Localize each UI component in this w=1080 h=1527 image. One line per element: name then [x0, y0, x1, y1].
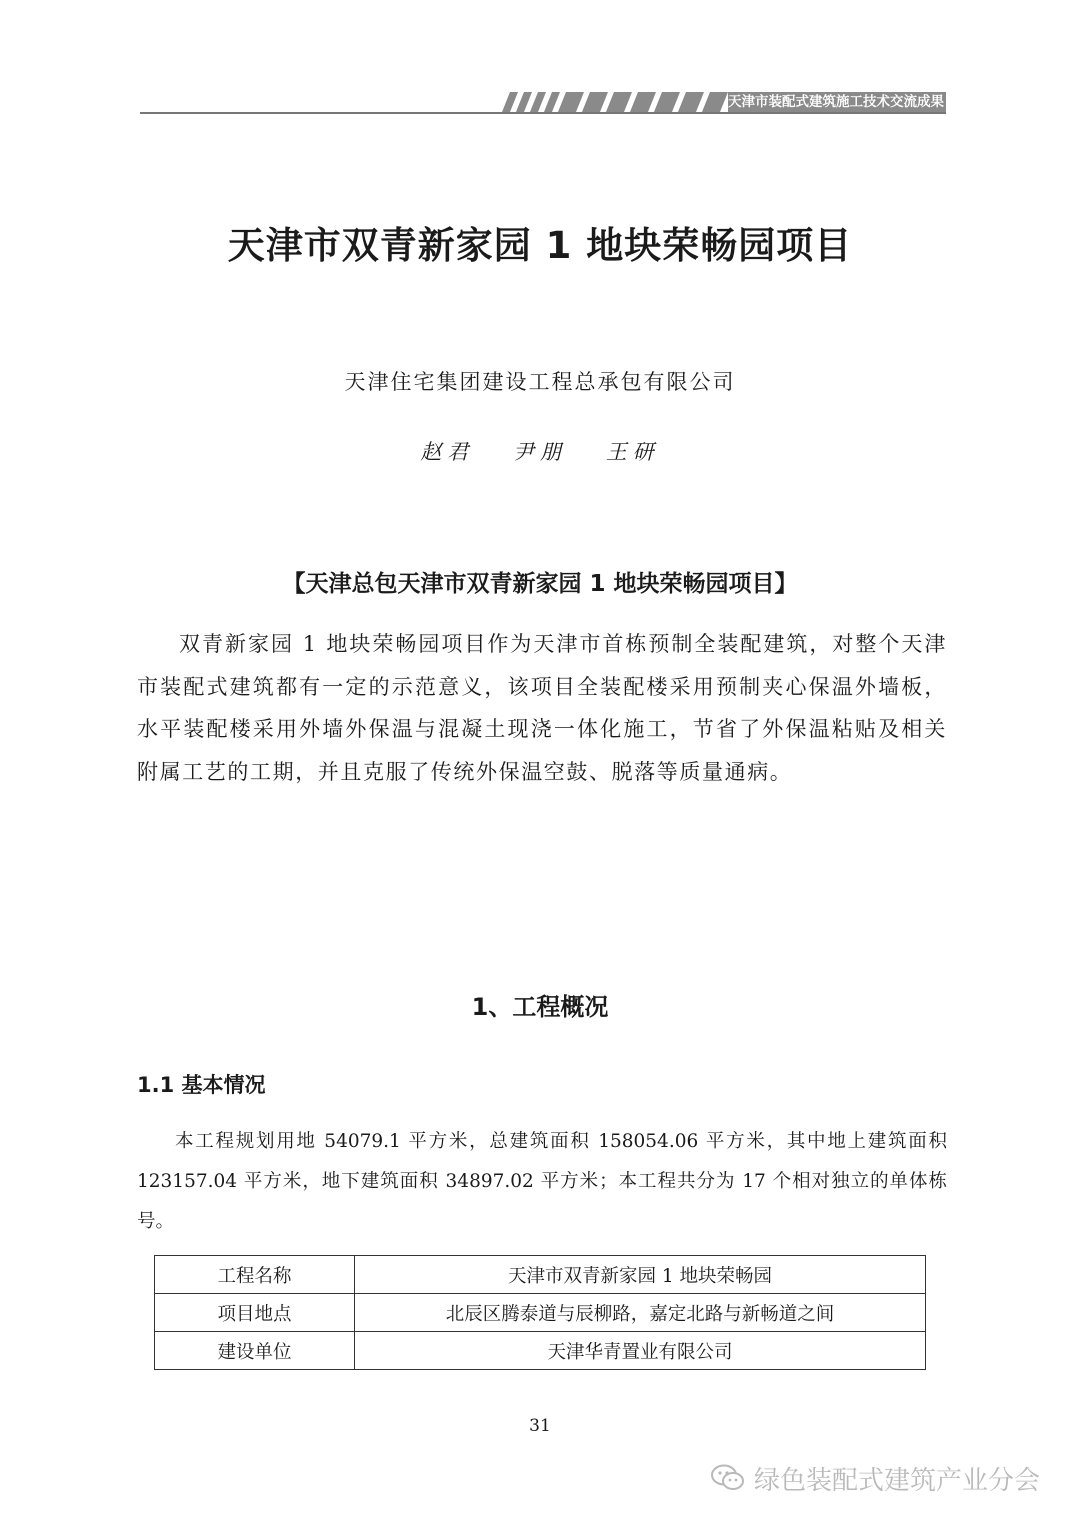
table-value-cell: 天津市双青新家园 1 地块荣畅园 [355, 1256, 926, 1294]
organization: 天津住宅集团建设工程总承包有限公司 [344, 370, 736, 394]
table-row [155, 1332, 926, 1370]
page-title: 天津市双青新家园 1 地块荣畅园项目 [227, 224, 853, 267]
subsection-heading: 1.1 基本情况 [137, 1073, 266, 1097]
table-row [155, 1294, 926, 1332]
header-stripes-decoration [492, 92, 732, 112]
project-heading: 【天津总包天津市双青新家园 1 地块荣畅园项目】 [282, 571, 798, 597]
watermark-text: 绿色装配式建筑产业分会 [754, 1465, 1041, 1496]
header-series-title: 天津市装配式建筑施工技术交流成果（2019版） [728, 94, 1023, 110]
basic-info-paragraph: 本工程规划用地 54079.1 平方米，总建筑面积 158054.06 平方米，其中地上建筑面积 123157.04 平方米，地下建筑面积 34897.02 平方米；本工程共分为 17 个相对独立的单体栋号。 [137, 1131, 947, 1232]
author-name: 尹朋 [513, 440, 567, 464]
running-header [140, 92, 1023, 116]
table-row [155, 1256, 926, 1294]
project-info-table [154, 1255, 926, 1370]
author-name: 王研 [605, 440, 660, 464]
table-label-cell: 建设单位 [155, 1332, 355, 1370]
table-value-cell: 北辰区腾泰道与辰柳路，嘉定北路与新畅道之间 [355, 1294, 926, 1332]
table-value-cell: 天津华青置业有限公司 [355, 1332, 926, 1370]
page-number: 31 [529, 1416, 551, 1436]
table-label-cell: 工程名称 [155, 1256, 355, 1294]
watermark [710, 1458, 1040, 1498]
header-rule [140, 112, 946, 114]
table-label-cell: 项目地点 [155, 1294, 355, 1332]
intro-paragraph: 双青新家园 1 地块荣畅园项目作为天津市首栋预制全装配建筑，对整个天津市装配式建筑都有一定的示范意义，该项目全装配楼采用预制夹心保温外墙板，水平装配楼采用外墙外保温与混凝土现浇一体化施工，节省了外保温粘贴及相关附属工艺的工期，并且克服了传统外保温空鼓、脱落等质量通病。 [137, 632, 947, 784]
wechat-icon [710, 1463, 746, 1493]
section-heading: 1、工程概况 [471, 993, 609, 1021]
authors [0, 436, 1080, 466]
author-name: 赵君 [420, 440, 475, 464]
